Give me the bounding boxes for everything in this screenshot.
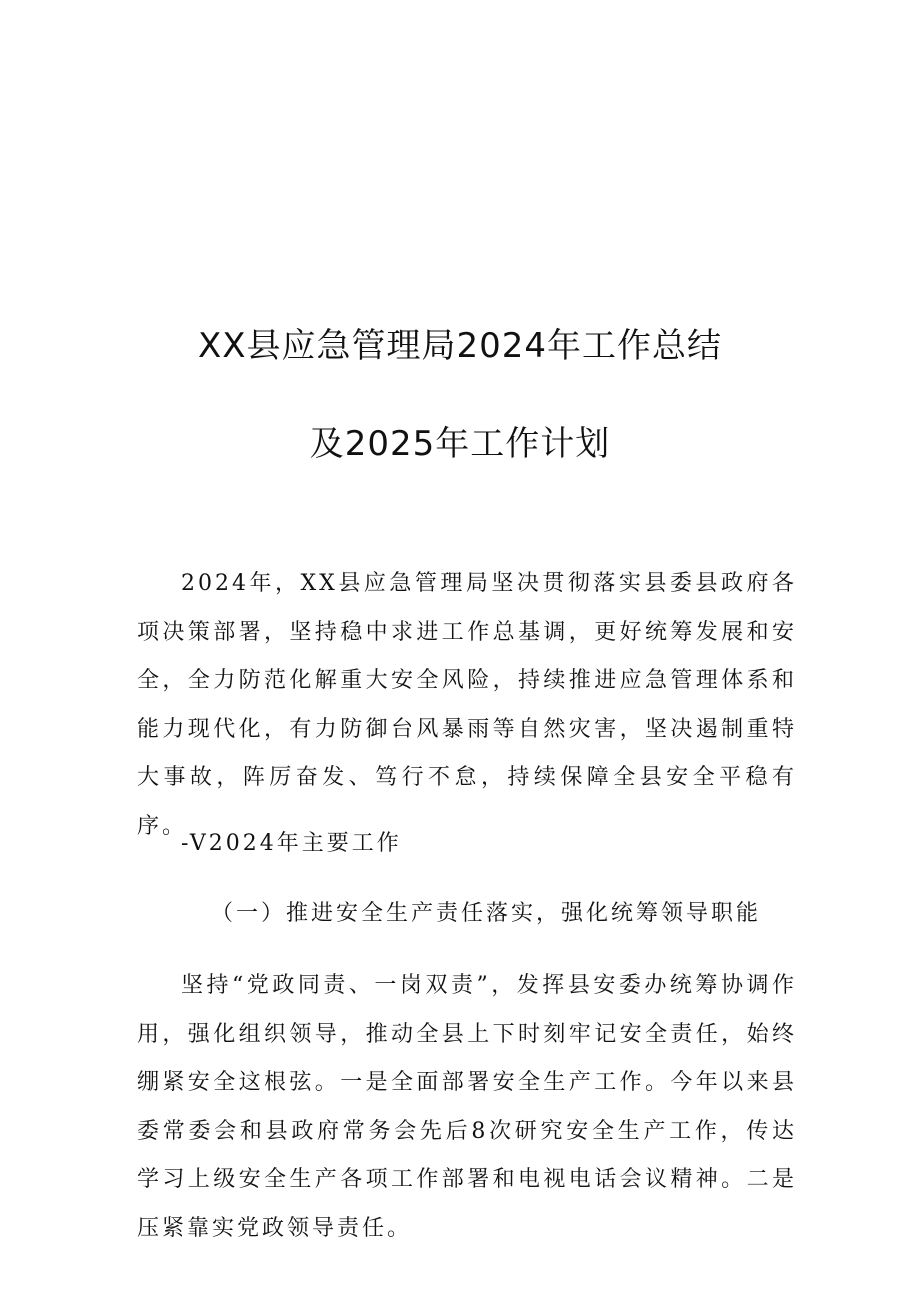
subsection-heading: （一）推进安全生产责任落实，强化统筹领导职能 (211, 901, 762, 926)
document-title-line-1: XX县应急管理局2024年工作总结 (197, 326, 723, 366)
document-title-line-2: 及2025年工作计划 (309, 424, 611, 464)
intro-paragraph: 2024年，XX县应急管理局坚决贯彻落实县委县政府各项决策部署，坚持稳中求进工作总基调，更好统筹发展和安全，全力防范化解重大安全风险，持续推进应急管理体系和能力现代化，有力防御台风暴雨等自然灾害，坚决遏制重特大事故，阵厉奋发、笃行不怠，持续保障全县安全平稳有序。 (137, 571, 797, 839)
section-heading: -V2024年主要工作 (181, 831, 402, 856)
body-paragraph: 坚持“党政同责、一岗双责”，发挥县安委办统筹协调作用，强化组织领导，推动全县上下时刻牢记安全责任，始终绷紧安全这根弦。一是全面部署安全生产工作。今年以来县委常委会和县政府常务会先后8次研究安全生产工作，传达学习上级安全生产各项工作部署和电视电话会议精神。二是压紧靠实党政领导责任。 (137, 973, 797, 1241)
